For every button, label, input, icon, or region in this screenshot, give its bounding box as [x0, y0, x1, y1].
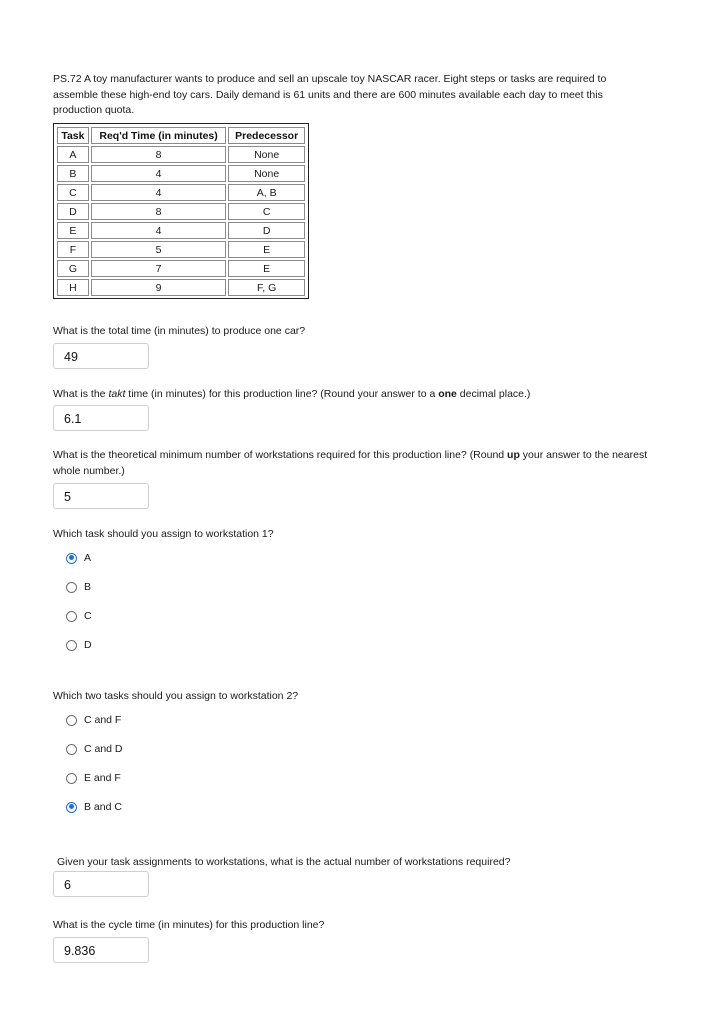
task-cell: C: [57, 184, 89, 201]
question-takt-time: [53, 387, 683, 403]
table-row: [57, 260, 305, 277]
intro-line-1: PS.72 A toy manufacturer wants to produce and sell an upscale toy NASCAR racer. Eight steps or tasks are required to: [53, 73, 607, 85]
time-cell: 4: [91, 165, 227, 182]
task-cell: H: [57, 279, 89, 296]
table-row: [57, 184, 305, 201]
option-label: B and C: [84, 801, 122, 813]
ws2-option-b-and-c[interactable]: [66, 800, 122, 814]
table-row: [57, 279, 305, 296]
option-label: C and D: [84, 743, 123, 755]
time-cell: 8: [91, 203, 227, 220]
radio-icon[interactable]: [66, 640, 77, 651]
radio-icon[interactable]: [66, 611, 77, 622]
q2-pre: What is the: [53, 388, 109, 400]
task-cell: G: [57, 260, 89, 277]
intro-line-3: production quota.: [53, 104, 135, 116]
task-cell: B: [57, 165, 89, 182]
q3-line2: whole number.): [53, 464, 125, 477]
predecessor-cell: None: [228, 146, 305, 163]
ws1-option-b[interactable]: [66, 580, 91, 594]
time-cell: 9: [91, 279, 227, 296]
radio-icon[interactable]: [66, 773, 77, 784]
option-label: C and F: [84, 714, 122, 726]
radio-selected-icon[interactable]: [66, 553, 77, 564]
question-workstation-1: Which task should you assign to workstation 1?: [53, 528, 274, 540]
task-table: [53, 123, 309, 299]
radio-icon[interactable]: [66, 582, 77, 593]
time-cell: 7: [91, 260, 227, 277]
q2-one: one: [438, 388, 457, 400]
takt-time-answer-field[interactable]: 6.1: [53, 405, 149, 431]
option-label: D: [84, 639, 92, 651]
time-cell: 4: [91, 222, 227, 239]
header-predecessor: Predecessor: [228, 127, 305, 144]
q2-post: decimal place.): [456, 388, 531, 400]
ws2-option-c-and-f[interactable]: [66, 713, 121, 727]
cycle-time-answer-field[interactable]: 9.836: [53, 937, 149, 963]
option-label: B: [84, 581, 92, 593]
problem-intro: [53, 72, 653, 119]
predecessor-cell: E: [228, 241, 305, 258]
task-cell: F: [57, 241, 89, 258]
task-cell: D: [57, 203, 89, 220]
predecessor-cell: E: [228, 260, 305, 277]
question-min-workstations: [53, 448, 683, 479]
predecessor-cell: A, B: [228, 184, 305, 201]
predecessor-cell: C: [228, 203, 305, 220]
ws1-option-c[interactable]: [66, 609, 92, 623]
intro-line-2: assemble these high-end toy cars. Daily demand is 61 units and there are 600 minutes available each day to meet this: [53, 88, 603, 101]
table-header-row: [57, 127, 305, 144]
question-actual-workstations: Given your task assignments to workstations, what is the actual number of workstations required?: [57, 856, 511, 868]
question-cycle-time: What is the cycle time (in minutes) for this production line?: [53, 919, 325, 931]
time-cell: 8: [91, 146, 227, 163]
total-time-answer-field[interactable]: 49: [53, 343, 149, 369]
radio-icon[interactable]: [66, 715, 77, 726]
ws2-option-e-and-f[interactable]: [66, 771, 121, 785]
table-row: [57, 222, 305, 239]
q2-mid: time (in minutes) for this production line? (Round your answer to a: [125, 388, 439, 400]
table-row: [57, 241, 305, 258]
predecessor-cell: D: [228, 222, 305, 239]
q3-pre: What is the theoretical minimum number of workstations required for this production line? (Round: [53, 449, 508, 461]
predecessor-cell: None: [228, 165, 305, 182]
ws2-option-c-and-d[interactable]: [66, 742, 123, 756]
option-label: C: [84, 610, 92, 622]
ws1-option-d[interactable]: [66, 638, 92, 652]
table-row: [57, 165, 305, 182]
predecessor-cell: F, G: [228, 279, 305, 296]
question-workstation-2: Which two tasks should you assign to workstation 2?: [53, 690, 299, 702]
q3-post: your answer to the nearest: [519, 449, 648, 461]
time-cell: 5: [91, 241, 227, 258]
actual-workstations-answer-field[interactable]: 6: [53, 871, 149, 897]
table-row: [57, 146, 305, 163]
table-row: [57, 203, 305, 220]
question-total-time: What is the total time (in minutes) to produce one car?: [53, 325, 306, 337]
min-workstations-answer-field[interactable]: 5: [53, 483, 149, 509]
option-label: E and F: [84, 772, 121, 784]
ws1-option-a[interactable]: [66, 551, 91, 565]
header-task: Task: [57, 127, 89, 144]
q2-takt: takt: [108, 388, 126, 400]
time-cell: 4: [91, 184, 227, 201]
radio-icon[interactable]: [66, 744, 77, 755]
radio-selected-icon[interactable]: [66, 802, 77, 813]
task-cell: A: [57, 146, 89, 163]
header-time: Req'd Time (in minutes): [91, 127, 227, 144]
task-cell: E: [57, 222, 89, 239]
q3-up: up: [507, 449, 520, 461]
option-label: A: [84, 552, 92, 564]
